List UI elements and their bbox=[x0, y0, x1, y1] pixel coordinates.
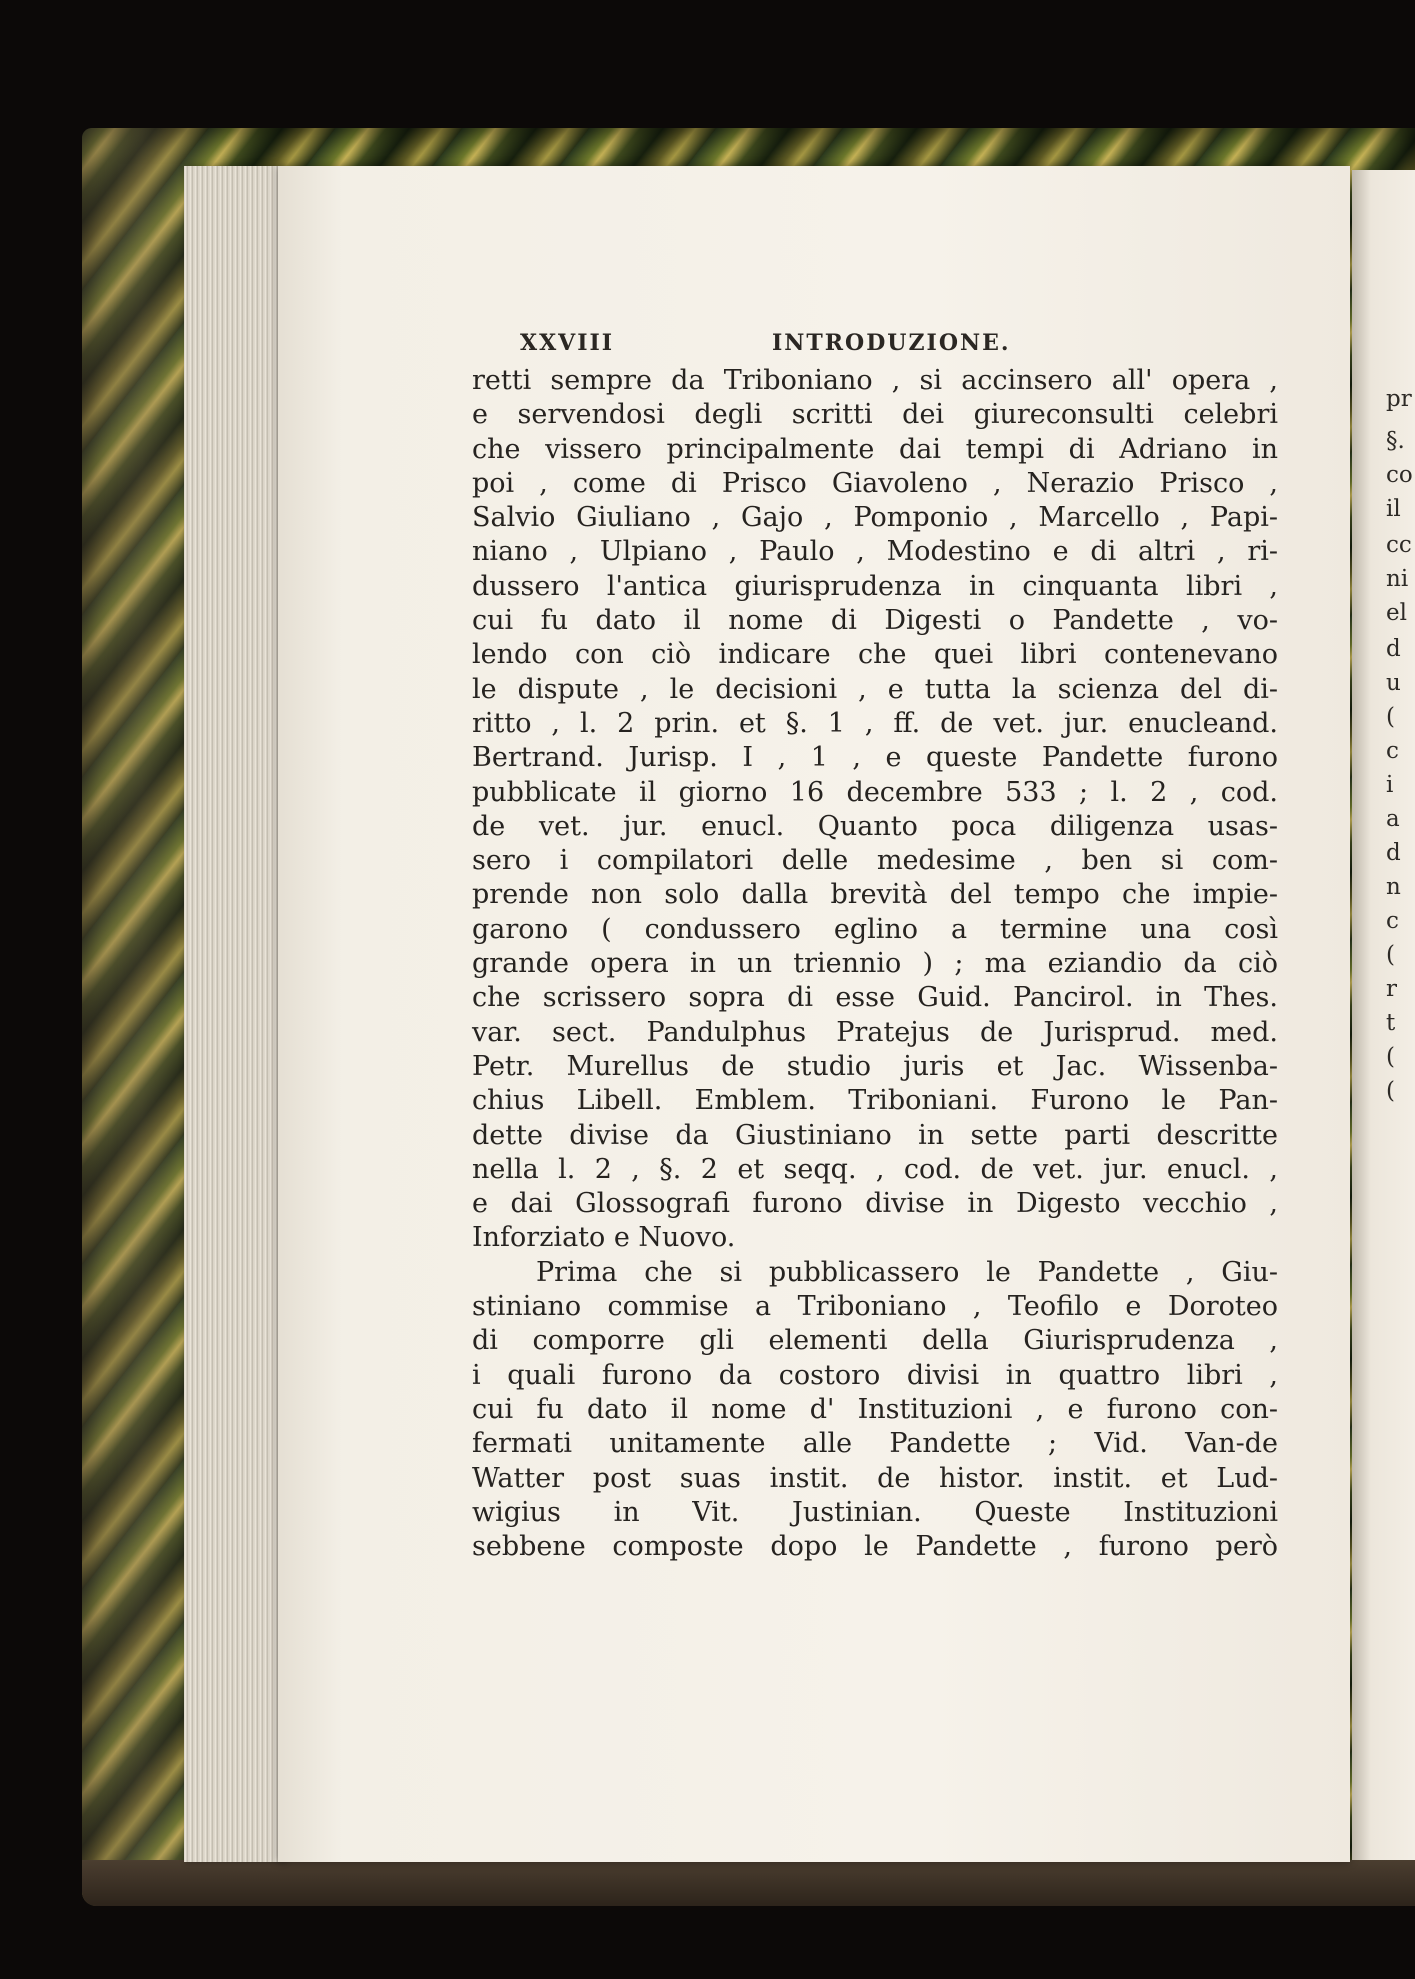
next-page-fragment: t bbox=[1386, 1010, 1396, 1036]
text-line: nella l. 2 , §. 2 et seqq. , cod. de vet. jur. enucl. , bbox=[472, 1153, 1278, 1185]
text-line: pubblicate il giorno 16 decembre 533 ; l. 2 , cod. bbox=[472, 776, 1278, 808]
page-fore-edges bbox=[184, 166, 284, 1862]
text-line: Petr. Murellus de studio juris et Jac. Wissenba- bbox=[472, 1050, 1278, 1082]
text-line: le dispute , le decisioni , e tutta la scienza del di- bbox=[472, 673, 1278, 705]
running-head-title: INTRODUZIONE. bbox=[772, 330, 1011, 356]
text-line: dette divise da Giustiniano in sette parti descritte bbox=[472, 1119, 1278, 1151]
next-page-fragment: a bbox=[1386, 806, 1400, 832]
next-page-fragment: c bbox=[1386, 738, 1399, 764]
text-line: e dai Glossografi furono divise in Digesto vecchio , bbox=[472, 1188, 1278, 1220]
next-page-edge bbox=[1352, 170, 1415, 1860]
next-page-fragment: i bbox=[1386, 772, 1394, 798]
text-line: Watter post suas instit. de histor. instit. et Lud- bbox=[472, 1462, 1278, 1494]
next-page-fragment: n bbox=[1386, 874, 1401, 900]
text-line: cui fu dato il nome d' Instituzioni , e furono con- bbox=[472, 1393, 1278, 1425]
next-page-fragment: c bbox=[1386, 908, 1399, 934]
text-line: che scrissero sopra di esse Guid. Pancirol. in Thes. bbox=[472, 982, 1278, 1014]
leather-bottom-band bbox=[82, 1860, 1415, 1906]
next-page-fragment: r bbox=[1386, 976, 1397, 1002]
text-line: cui fu dato il nome di Digesti o Pandette , vo- bbox=[472, 605, 1278, 637]
body-text bbox=[472, 364, 1278, 1564]
text-line: retti sempre da Triboniano , si accinsero all' opera , bbox=[472, 365, 1278, 396]
next-page-fragment: ( bbox=[1386, 942, 1395, 968]
text-line: chius Libell. Emblem. Triboniani. Furono le Pan- bbox=[472, 1085, 1278, 1117]
text-line: grande opera in un triennio ) ; ma eziandio da ciò bbox=[472, 948, 1278, 980]
next-page-fragment: il bbox=[1386, 496, 1401, 522]
text-line: stiniano commise a Triboniano , Teofilo e Doroteo bbox=[472, 1291, 1278, 1323]
text-line: poi , come di Prisco Giavoleno , Nerazio Prisco , bbox=[472, 467, 1278, 499]
text-line: garono ( condussero eglino a termine una così bbox=[472, 913, 1278, 945]
text-line: Inforziato e Nuovo. bbox=[472, 1222, 736, 1254]
next-page-fragment: d bbox=[1386, 636, 1401, 662]
page-folio: XXVIII bbox=[520, 330, 615, 356]
text-line: Prima che si pubblicassero le Pandette , Giu- bbox=[536, 1256, 1278, 1288]
text-line: lendo con ciò indicare che quei libri contenevano bbox=[472, 639, 1278, 671]
next-page-fragment: el bbox=[1386, 600, 1407, 626]
next-page-fragment: u bbox=[1386, 670, 1401, 696]
text-line: niano , Ulpiano , Paulo , Modestino e di altri , ri- bbox=[472, 536, 1278, 568]
text-line: sero i compilatori delle medesime , ben si com- bbox=[472, 845, 1278, 877]
text-line: Bertrand. Jurisp. I , 1 , e queste Pandette furono bbox=[472, 742, 1278, 774]
next-page-fragment: co bbox=[1386, 462, 1413, 488]
text-line: e servendosi degli scritti dei giureconsulti celebri bbox=[472, 399, 1278, 431]
next-page-fragment: §. bbox=[1386, 428, 1405, 454]
text-line: de vet. jur. enucl. Quanto poca diligenza usas- bbox=[472, 810, 1278, 842]
text-line: i quali furono da costoro divisi in quattro libri , bbox=[472, 1359, 1278, 1391]
next-page-fragment: pr bbox=[1386, 386, 1412, 412]
text-line: fermati unitamente alle Pandette ; Vid. Van-de bbox=[472, 1428, 1278, 1460]
next-page-fragment: cc bbox=[1386, 532, 1412, 558]
next-page-fragment: d bbox=[1386, 840, 1401, 866]
text-line: sebbene composte dopo le Pandette , furono però bbox=[472, 1531, 1278, 1563]
next-page-fragment: ni bbox=[1386, 566, 1409, 592]
next-page-fragment: ( bbox=[1386, 1078, 1395, 1104]
next-page-fragment: ( bbox=[1386, 1044, 1395, 1070]
text-line: di comporre gli elementi della Giurisprudenza , bbox=[472, 1325, 1278, 1357]
text-line: ritto , l. 2 prin. et §. 1 , ff. de vet. jur. enucleand. bbox=[472, 707, 1278, 739]
text-line: che vissero principalmente dai tempi di Adriano in bbox=[472, 433, 1278, 465]
text-line: var. sect. Pandulphus Pratejus de Jurisprud. med. bbox=[472, 1016, 1278, 1048]
next-page-fragment: ( bbox=[1386, 704, 1395, 730]
text-line: prende non solo dalla brevità del tempo che impie- bbox=[472, 879, 1278, 911]
text-line: wigius in Vit. Justinian. Queste Instituzioni bbox=[472, 1496, 1278, 1528]
text-line: dussero l'antica giurisprudenza in cinquanta libri , bbox=[472, 570, 1278, 602]
text-line: Salvio Giuliano , Gajo , Pomponio , Marcello , Papi- bbox=[472, 502, 1278, 534]
